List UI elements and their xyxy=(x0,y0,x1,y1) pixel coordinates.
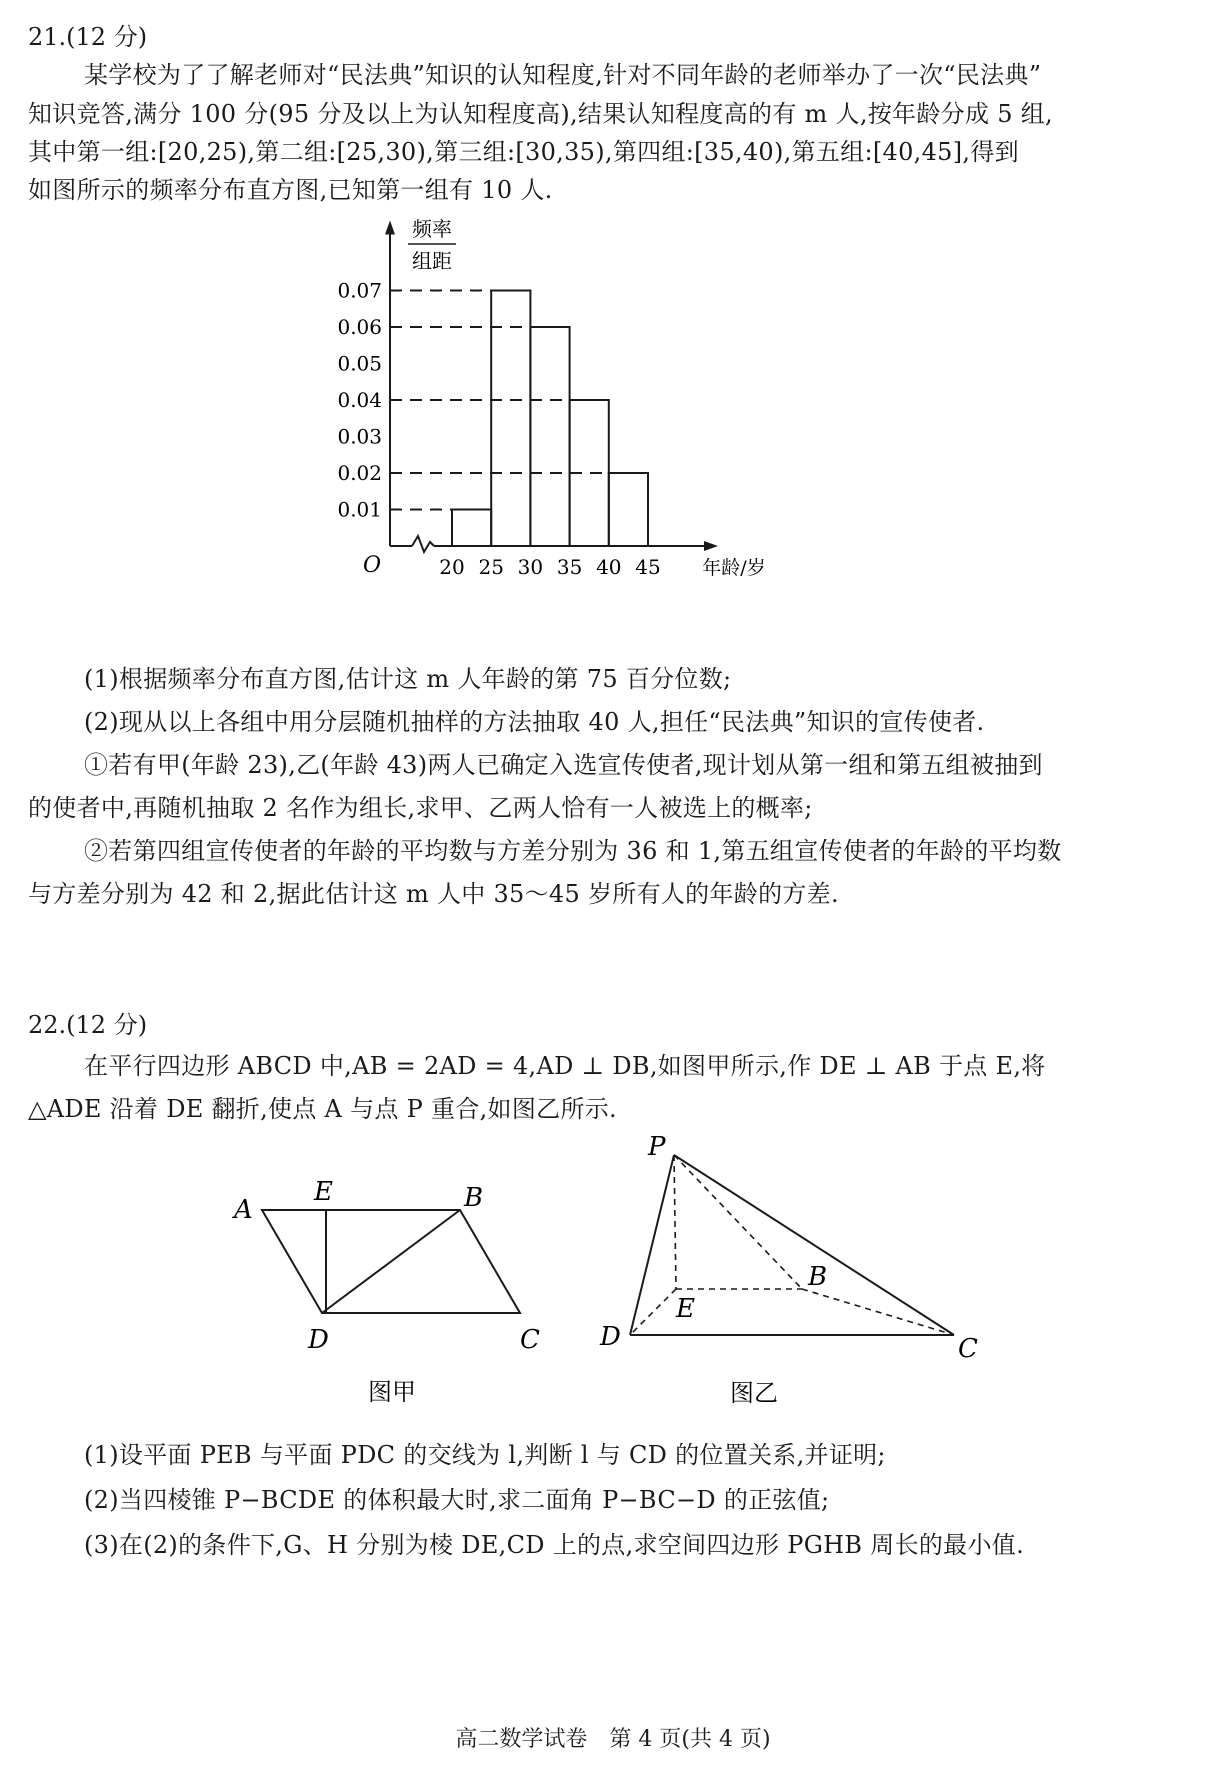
edge-pe xyxy=(674,1155,676,1289)
q22-line-2: △ADE 沿着 DE 翻折,使点 A 与点 P 重合,如图乙所示. xyxy=(28,1095,617,1123)
y-axis-label-numerator: 频率 xyxy=(412,217,452,241)
label-b2: B xyxy=(808,1262,828,1292)
x-axis-label: 年龄/岁 xyxy=(702,557,766,579)
page-footer: 高二数学试卷 第 4 页(共 4 页) xyxy=(455,1727,771,1752)
y-tick-label: 0.02 xyxy=(337,461,382,485)
x-tick-label: 35 xyxy=(556,555,583,579)
label-d: D xyxy=(308,1325,329,1355)
q21-question-2-part-1a: ①若有甲(年龄 23),乙(年龄 43)两人已确定入选宣传使者,现计划从第一组和第五组被抽到 xyxy=(84,751,1043,779)
q21-line-4: 如图所示的频率分布直方图,已知第一组有 10 人. xyxy=(28,176,553,204)
q21-question-1: (1)根据频率分布直方图,估计这 m 人年龄的第 75 百分位数; xyxy=(84,665,732,693)
figure-parallelogram xyxy=(220,1170,560,1410)
label-b: B xyxy=(464,1183,484,1213)
q21-question-2: (2)现从以上各组中用分层随机抽样的方法抽取 40 人,担任“民法典”知识的宣传使者. xyxy=(84,708,985,736)
label-d2: D xyxy=(600,1322,621,1352)
edge-pb xyxy=(674,1155,802,1289)
edge-pd xyxy=(630,1155,674,1335)
y-axis-arrow xyxy=(385,221,395,235)
label-c: C xyxy=(520,1325,540,1355)
caption-fig-yi: 图乙 xyxy=(730,1379,778,1407)
q21-line-2: 知识竞答,满分 100 分(95 分及以上为认知程度高),结果认知程度高的有 m 人,按年龄分成 5 组, xyxy=(28,100,1053,128)
x-tick-label: 25 xyxy=(478,555,504,579)
q21-question-2-part-1b: 的使者中,再随机抽取 2 名作为组长,求甲、乙两人恰有一人被选上的概率; xyxy=(28,794,813,822)
x-axis-arrow xyxy=(704,541,718,551)
histogram-bar xyxy=(452,510,491,547)
q22-question-3: (3)在(2)的条件下,G、H 分别为棱 DE,CD 上的点,求空间四边形 PGHB 周长的最小值. xyxy=(84,1531,1025,1559)
y-tick-label: 0.04 xyxy=(337,388,382,412)
y-tick-label: 0.06 xyxy=(337,315,382,339)
histogram-bar xyxy=(609,473,648,546)
label-e: E xyxy=(314,1177,333,1207)
q21-line-1: 某学校为了了解老师对“民法典”知识的认知程度,针对不同年龄的老师举办了一次“民法典” xyxy=(84,61,1042,89)
figure-pyramid xyxy=(590,1125,1010,1415)
q22-header: 22.(12 分) xyxy=(28,1011,148,1039)
histogram-bar xyxy=(491,291,530,547)
q21-question-2-part-2a: ②若第四组宣传使者的年龄的平均数与方差分别为 36 和 1,第五组宣传使者的年龄的平均数 xyxy=(84,837,1062,865)
x-tick-label: 20 xyxy=(439,555,465,579)
label-p: P xyxy=(648,1132,666,1162)
label-a: A xyxy=(234,1195,253,1225)
q21-line-3: 其中第一组:[20,25),第二组:[25,30),第三组:[30,35),第四组:[35,40),第五组:[40,45],得到 xyxy=(28,138,1019,166)
edge-pc xyxy=(674,1155,954,1335)
y-tick-label: 0.05 xyxy=(337,351,382,376)
y-tick-label: 0.07 xyxy=(337,278,382,303)
origin-label: O xyxy=(362,553,382,578)
caption-fig-jia: 图甲 xyxy=(368,1378,416,1406)
q21-header: 21.(12 分) xyxy=(28,23,148,51)
q21-question-2-part-2b: 与方差分别为 42 和 2,据此估计这 m 人中 35～45 岁所有人的年龄的方差. xyxy=(28,880,839,908)
y-tick-label: 0.01 xyxy=(337,497,382,522)
edge-bc xyxy=(802,1289,954,1335)
segment-db xyxy=(322,1210,460,1313)
q22-line-1: 在平行四边形 ABCD 中,AB = 2AD = 4,AD ⊥ DB,如图甲所示,作 DE ⊥ AB 于点 E,将 xyxy=(84,1052,1046,1080)
x-tick-label: 40 xyxy=(596,555,622,579)
histogram-bar xyxy=(530,327,569,546)
x-axis-break xyxy=(412,536,434,552)
y-axis-label-denominator: 组距 xyxy=(412,249,452,273)
q22-question-2: (2)当四棱锥 P−BCDE 的体积最大时,求二面角 P−BC−D 的正弦值; xyxy=(84,1486,830,1514)
edge-ed xyxy=(630,1289,676,1335)
y-tick-label: 0.03 xyxy=(337,424,382,449)
x-tick-label: 30 xyxy=(517,555,544,579)
label-e2: E xyxy=(676,1294,695,1324)
label-c2: C xyxy=(958,1334,978,1364)
histogram-chart xyxy=(337,217,860,660)
x-tick-label: 45 xyxy=(635,555,661,579)
q22-question-1: (1)设平面 PEB 与平面 PDC 的交线为 l,判断 l 与 CD 的位置关系,并证明; xyxy=(84,1441,886,1469)
